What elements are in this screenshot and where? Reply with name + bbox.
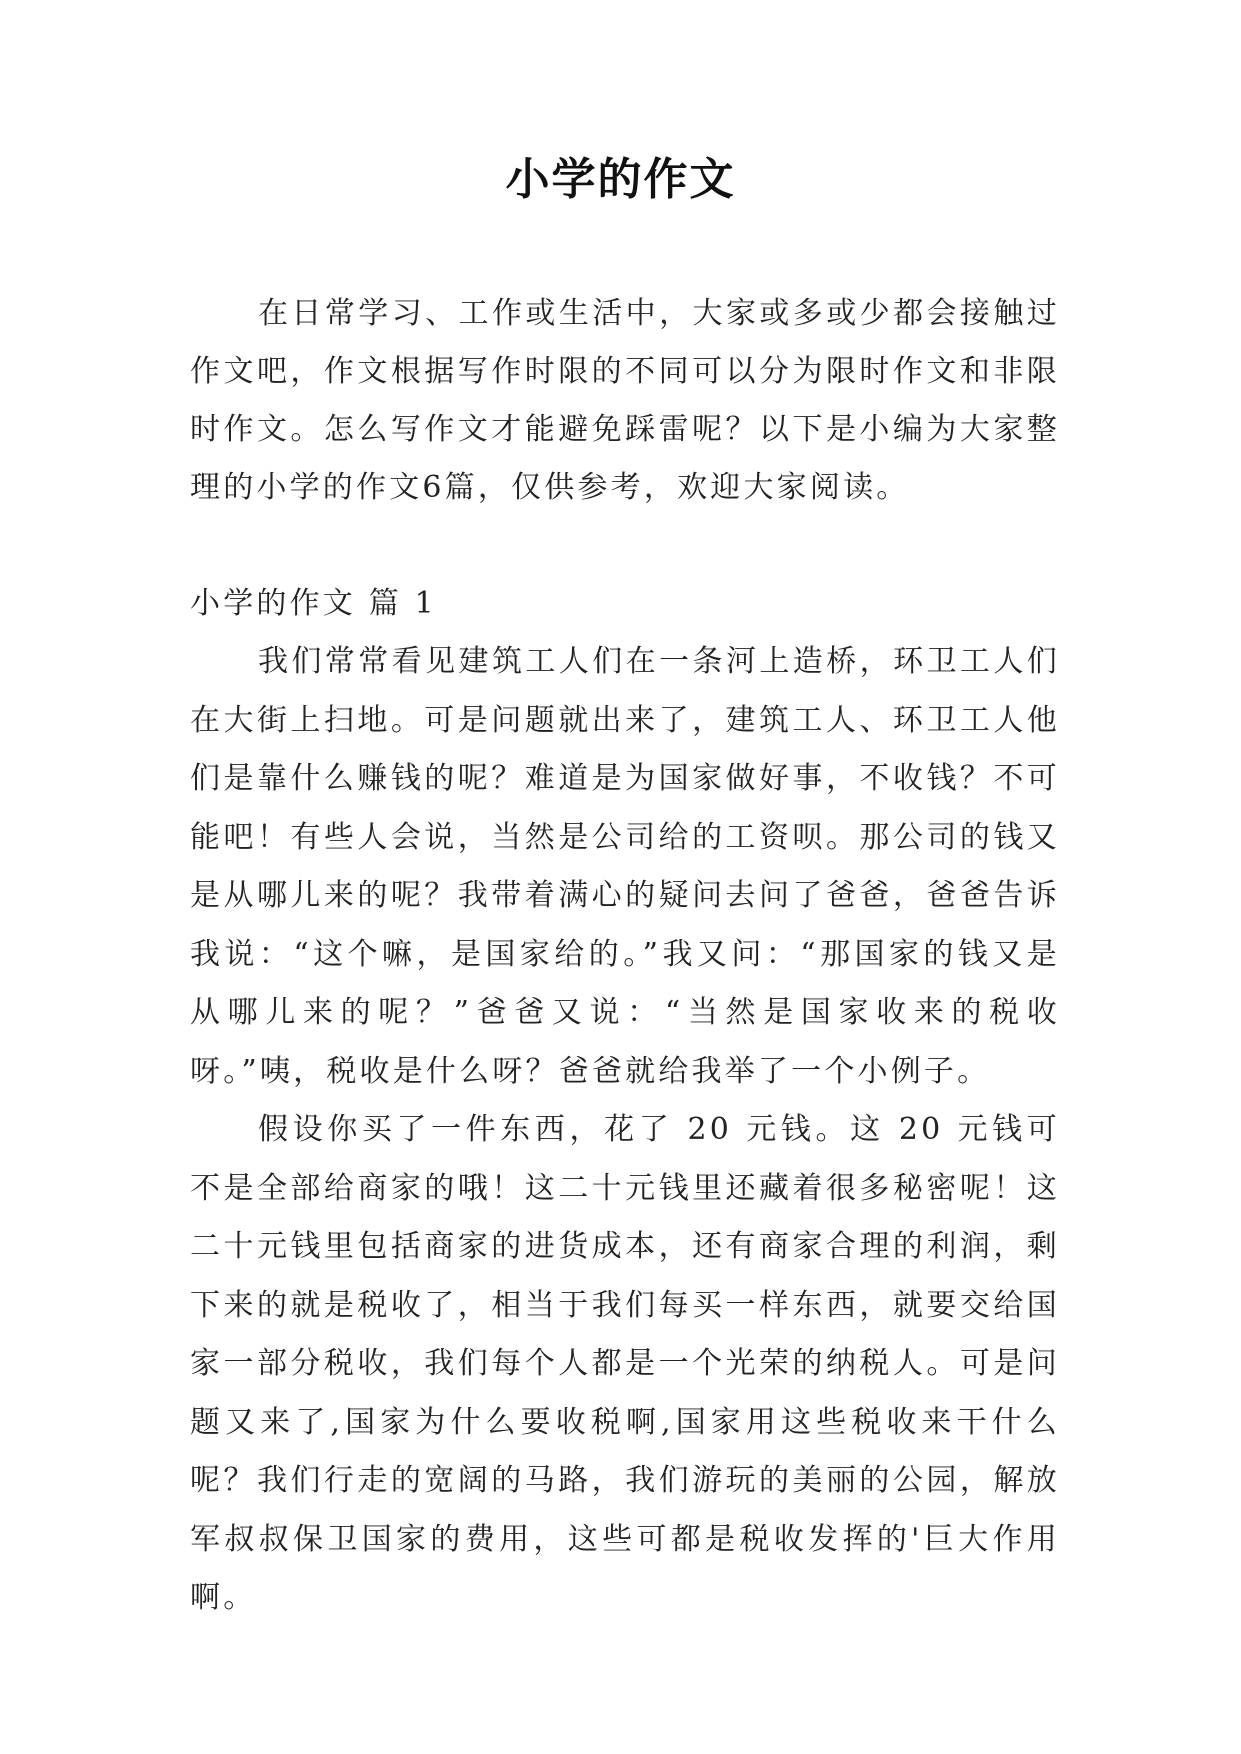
section-heading: 小学的作文 篇 1 [190,586,437,621]
article-paragraph-2: 假设你买了一件东西，花了 20 元钱。这 20 元钱可不是全部给商家的哦！这二十元钱里还藏着很多秘密呢！这二十元钱里包括商家的进货成本，还有商家合理的利润，剩下来的就是税收了，相当于我们每买一样东西，就要交给国家一部分税收，我们每个人都是一个光荣的纳税人。可是问题又来了,国家为什么要收税啊,国家用这些税收来干什么呢？我们行走的宽阔的马路，我们游玩的美丽的公园，解放军叔叔保卫国家的费用，这些可都是税收发挥的'巨大作用啊。 [190,1112,1060,1615]
article-body [190,633,1060,1628]
intro-paragraph: 在日常学习、工作或生活中，大家或多或少都会接触过作文吧，作文根据写作时限的不同可以分为限时作文和非限时作文。怎么写作文才能避免踩雷呢？以下是小编为大家整理的小学的作文6篇，仅供参考，欢迎大家阅读。 [190,296,1060,505]
intro-block [190,285,1060,517]
article-paragraph-1: 我们常常看见建筑工人们在一条河上造桥，环卫工人们在大街上扫地。可是问题就出来了，建筑工人、环卫工人他们是靠什么赚钱的呢？难道是为国家做好事，不收钱？不可能吧！有些人会说，当然是公司给的工资呗。那公司的钱又是从哪儿来的呢？我带着满心的疑问去问了爸爸，爸爸告诉我说：“这个嘛，是国家给的。”我又问：“那国家的钱又是从哪儿来的呢？”爸爸又说：“当然是国家收来的税收呀。”咦，税收是什么呀？爸爸就给我举了一个小例子。 [190,644,1060,1089]
document-title: 小学的作文 [505,154,736,205]
